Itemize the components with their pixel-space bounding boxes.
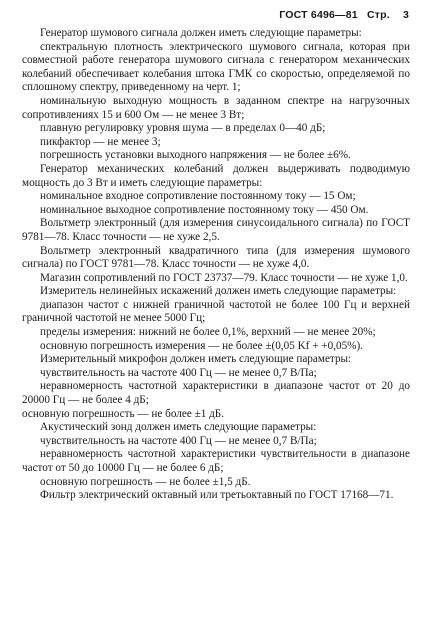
page-header [273,9,409,21]
paragraph: номинальное входное сопротивление постоянному току — 15 Ом; [40,190,356,203]
paragraph: чувствительность на частоте 400 Гц — не менее 0,7 В/Па; [40,434,317,447]
paragraph: диапазон частот с нижней граничной частотой не более 100 Гц и верхней граничной частотой не менее 5000 Гц; [22,298,410,325]
paragraph: неравномерность частотной характеристики чувствительности в диапазоне частот от 50 до 10000 Гц — не более 6 дБ; [22,448,410,474]
paragraph: основную погрешность — не более ±1 дБ. [22,407,225,420]
page-number: 3 [402,9,409,21]
paragraph: Вольтметр электронный (для измерения синусоидального сигнала) по ГОСТ 9781—78. Класс точности — не хуже 2,5. [22,217,410,243]
paragraph: номинальную выходную мощность в заданном спектре на нагрузочных сопротивлениях 15 и 600 Ом — не менее 3 Вт; [22,94,410,121]
paragraph: пределы измерения: нижний не более 0,1%, верхний — не менее 20%; [40,326,376,339]
paragraph: Акустический зонд должен иметь следующие параметры: [40,421,317,434]
paragraph: Генератор механических колебаний должен выдерживать подводимую мощность до 3 Вт и иметь следующие параметры: [22,162,410,189]
paragraph: спектральную плотность электрического шумового сигнала, которая при совместной работе генератора шумового сигнала с генератором механических колебаний обеспечивает колебания штока ГМК со скоростью, определяемой по сплошному спектру, приведенному на черт. 1; [22,40,410,94]
paragraph: Измерительный микрофон должен иметь следующие параметры: [40,353,352,366]
paragraph: пикфактор — не менее 3; [40,135,161,148]
paragraph: чувствительность на частоте 400 Гц — не менее 0,7 В/Па; [40,366,317,379]
paragraph: основную погрешность — не более ±1,5 дБ. [40,475,251,488]
paragraph: Генератор шумового сигнала должен иметь следующие параметры: [40,27,362,39]
document-body [22,27,410,503]
standard-number: ГОСТ 6496—81 [279,9,358,21]
paragraph: Магазин сопротивлений по ГОСТ 23737—79. Класс точности — не хуже 1,0. [40,271,408,284]
paragraph: Вольтметр электронный квадратичного типа (для измерения шумового сигнала) по ГОСТ 9781—78. Класс точности — не хуже 4,0. [22,244,410,271]
paragraph: номинальное выходное сопротивление постоянному току — 450 Ом. [40,203,369,216]
paragraph: погрешность установки выходного напряжения — не более ±6%. [40,149,351,162]
paragraph: плавную регулировку уровня шума — в пределах 0—40 дБ; [40,122,326,135]
paragraph: Фильтр электрический октавный или третьоктавный по ГОСТ 17168—71. [40,489,394,502]
paragraph: неравномерность частотной характеристики в диапазоне частот от 20 до 20000 Гц — не более 4 дБ; [22,380,410,407]
paragraph: Измеритель нелинейных искажений должен иметь следующие параметры: [40,285,397,298]
paragraph: основную погрешность измерения — не более ±(0,05 Kf + +0,05%). [40,339,364,352]
page-label: Стр. [366,9,390,21]
